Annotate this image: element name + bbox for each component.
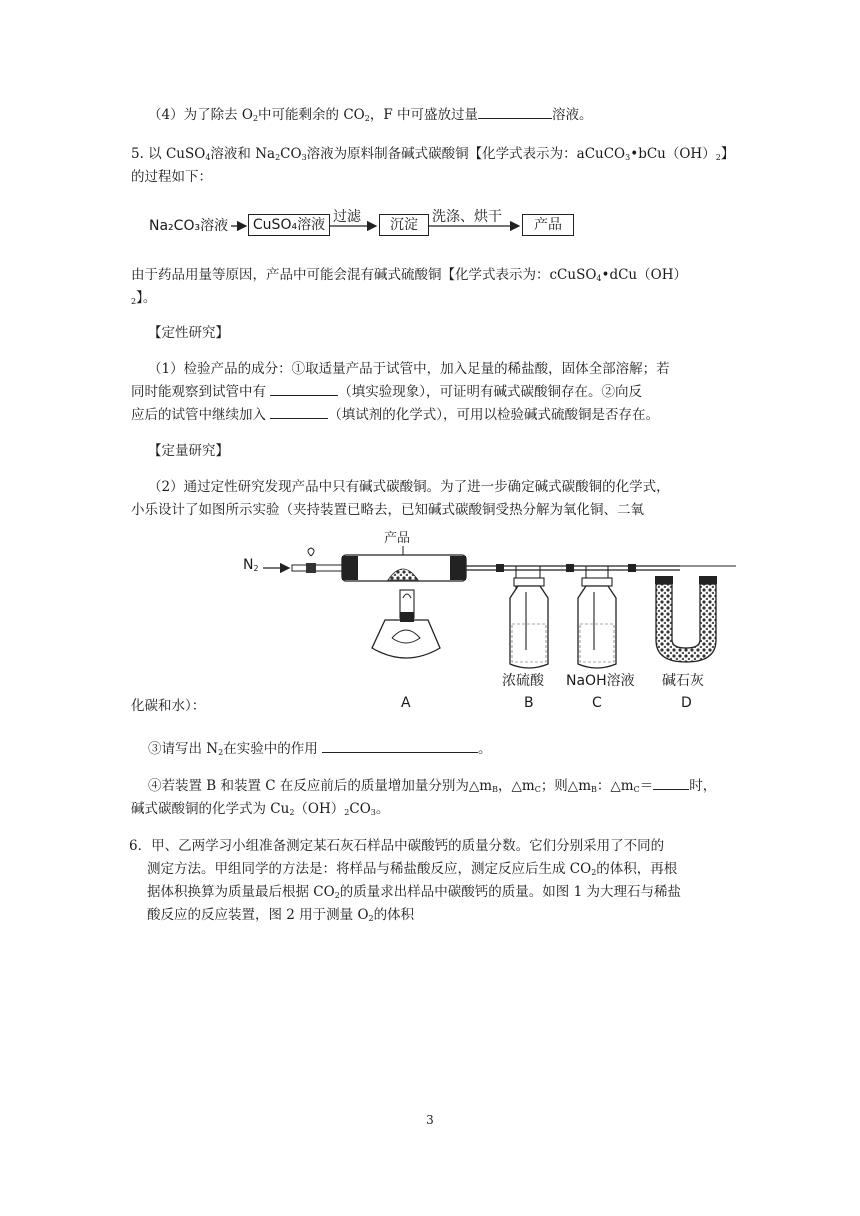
text: 。 bbox=[478, 741, 492, 757]
reagent-b-label: 浓硫酸 bbox=[502, 673, 544, 689]
subscript: 3 bbox=[625, 153, 631, 162]
subscript: 2 bbox=[591, 868, 597, 877]
text: 中可能剩余的 CO bbox=[258, 107, 365, 123]
flow-arrow-label-wash-dry: 洗涤、烘干 bbox=[432, 209, 502, 225]
apparatus-letter-d: D bbox=[681, 695, 692, 711]
flow-arrow-label-filter: 过滤 bbox=[333, 209, 361, 225]
apparatus-letter-b: B bbox=[524, 695, 534, 711]
text: ＝ bbox=[639, 778, 654, 794]
text: （1）检验产品的成分：①取适量产品于试管中，加入足量的稀盐酸，固体全部溶解；若 bbox=[148, 361, 670, 377]
subscript: 2 bbox=[368, 914, 374, 923]
text: 的体积，再根 bbox=[596, 861, 678, 877]
text: （OH） bbox=[294, 801, 345, 817]
text: ，F 中可盛放过量 bbox=[369, 107, 479, 123]
text: ③请写出 N bbox=[148, 741, 219, 757]
subscript: 2 bbox=[131, 297, 137, 306]
text: 在实验中的作用 bbox=[223, 741, 318, 757]
text: 】 bbox=[720, 146, 735, 162]
subscript: 2 bbox=[252, 114, 259, 123]
answer-blank[interactable] bbox=[653, 775, 689, 790]
subscript: 2 bbox=[344, 808, 350, 817]
text: （填试剂的化学式），可用以检验碱式硫酸铜是否存在。 bbox=[328, 407, 660, 423]
subscript: 4 bbox=[205, 153, 211, 162]
text: 酸反应的反应装置，图 2 用于测量 O bbox=[147, 907, 369, 923]
subscript: 2 bbox=[364, 114, 370, 123]
text: 测定方法。甲组同学的方法是：将样品与稀盐酸反应，测定反应后生成 CO bbox=[147, 861, 592, 877]
subscript: 2 bbox=[218, 748, 224, 757]
question-3 bbox=[148, 738, 748, 761]
clamp-icon bbox=[306, 563, 316, 573]
subscript: 2 bbox=[334, 891, 340, 900]
flow-box-precipitate: 沉淀 bbox=[379, 214, 429, 236]
text: 】。 bbox=[136, 290, 157, 306]
text: 6．甲、乙两学习小组准备测定某石灰石样品中碳酸钙的质量分数。它们分别采用了不同的 bbox=[129, 838, 665, 854]
text: 溶液和 Na bbox=[210, 146, 276, 162]
text: 应后的试管中继续加入 bbox=[131, 407, 266, 423]
subscript: 2 bbox=[715, 153, 721, 162]
text: 据体积换算为质量最后根据 CO bbox=[147, 884, 335, 900]
subscript: 2 bbox=[275, 153, 281, 162]
text: ：△m bbox=[596, 778, 634, 794]
apparatus-letter-a: A bbox=[401, 695, 411, 711]
text: 的体积 bbox=[373, 907, 415, 923]
text: CO bbox=[349, 801, 371, 817]
reagent-c-label: NaOH溶液 bbox=[566, 673, 635, 689]
subscript: 4 bbox=[596, 274, 602, 283]
quantitative-paragraph-end: 化碳和水）： bbox=[131, 698, 206, 714]
question-4 bbox=[131, 775, 731, 821]
reagent-d-label: 碱石灰 bbox=[662, 673, 704, 689]
question-6 bbox=[129, 835, 729, 927]
subscript: 3 bbox=[370, 808, 376, 817]
text: 碱式碳酸铜的化学式为 Cu bbox=[131, 801, 290, 817]
flow-box-cuso4: CuSO₄溶液 bbox=[248, 214, 330, 236]
text: ；则△m bbox=[540, 778, 591, 794]
text: •bCu（OH） bbox=[630, 146, 716, 162]
text: 同时能观察到试管中有 bbox=[131, 384, 266, 400]
subscript: 3 bbox=[301, 153, 307, 162]
text: 。 bbox=[375, 801, 390, 817]
text: （填实验现象），可证明有碱式碳酸铜存在。②向反 bbox=[338, 384, 643, 400]
text: （2）通过定性研究发现产品中只有碱式碳酸铜。为了进一步确定碱式碳酸铜的化学式， bbox=[148, 479, 670, 495]
text: CO bbox=[280, 146, 302, 162]
text: 的质量求出样品中碳酸钙的质量。如图 1 为大理石与稀盐 bbox=[339, 884, 681, 900]
u-tube-d bbox=[656, 584, 716, 662]
text: 溶液为原料制备碱式碳酸铜【化学式表示为：aCuCO bbox=[306, 146, 626, 162]
subscript: B bbox=[591, 785, 597, 794]
product-label: 产品 bbox=[384, 531, 411, 546]
text: 溶液。 bbox=[552, 107, 593, 123]
alcohol-lamp bbox=[372, 620, 440, 658]
text: 的过程如下： bbox=[131, 169, 212, 185]
subscript: C bbox=[534, 785, 541, 794]
text: ④若装置 B 和装置 C 在反应前后的质量增加量分别为△m bbox=[148, 778, 493, 794]
text: N bbox=[243, 557, 254, 573]
subscript: 2 bbox=[289, 808, 295, 817]
text: （4）为了除去 O bbox=[148, 107, 253, 123]
text: ，△m bbox=[498, 778, 535, 794]
answer-blank[interactable] bbox=[322, 738, 478, 753]
subscript: C bbox=[633, 785, 640, 794]
subscript: 2 bbox=[253, 564, 259, 573]
page-number: 3 bbox=[426, 1113, 434, 1127]
flow-start-label: Na₂CO₃溶液 bbox=[149, 218, 229, 234]
qualitative-heading: 【定性研究】 bbox=[148, 325, 229, 341]
quantitative-heading: 【定量研究】 bbox=[148, 443, 229, 459]
apparatus-letter-c: C bbox=[592, 695, 602, 711]
text: 由于药品用量等原因，产品中可能会混有碱式硫酸铜【化学式表示为：cCuSO bbox=[131, 267, 597, 283]
text: 小乐设计了如图所示实验（夹持装置已略去，已知碱式碳酸铜受热分解为氧化铜、二氧 bbox=[131, 502, 644, 518]
text: •dCu（OH） bbox=[601, 267, 687, 283]
text: 时， bbox=[689, 778, 717, 794]
text: 5. 以 CuSO bbox=[131, 146, 206, 162]
subscript: B bbox=[492, 785, 498, 794]
flow-box-product: 产品 bbox=[522, 214, 574, 236]
